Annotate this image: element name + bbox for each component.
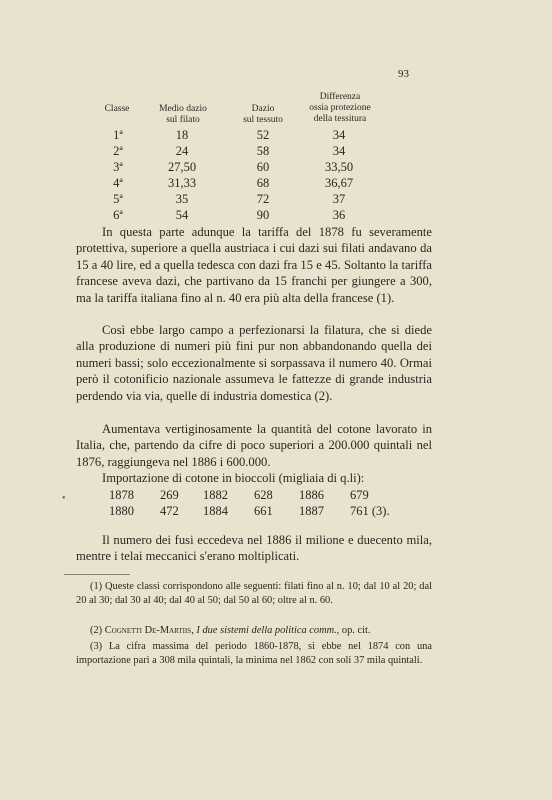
paragraph: Il numero dei fusi eccedeva nel 1886 il milione e duecento mila, mentre i telai meccanici s'erano moltiplicati.	[76, 533, 432, 564]
footnote	[76, 624, 432, 638]
cell-dazio: 52	[256, 128, 270, 142]
cell-classe: 1ª	[113, 128, 123, 142]
paragraph: In questa parte adunque la tariffa del 1878 fu severamente protettiva, superiore a quella austriaca i cui dazi sui filati andavano da 15 a 40 lire, ed a quella tedesca con dazi fra 15 e 45. Soltanto la tariffa francese aveva dazi, che partivano da 15 franchi per giungere a 300, ma la tariffa italiana fino al n. 40 era più alta della francese (1).	[76, 225, 432, 305]
year-cell: 1886	[299, 488, 324, 502]
paragraph: Aumentava vertiginosamente la quantità del cotone lavorato in Italia, che, partendo da cifre di poco superiori a 200.000 quintali nel 1876, raggiungeva nel 1886 i 600.000.	[76, 422, 432, 469]
cell-dazio: 72	[256, 192, 270, 206]
header-sul-filato: sul filato	[166, 115, 200, 125]
value-cell: 679	[350, 488, 369, 502]
footnote: (3) La cifra massima del periodo 1860-1878, si ebbe nel 1874 con una importazione pari a 308 mila quintali, la minima nel 1862 con soli 37 mila quintali.	[76, 641, 432, 667]
cell-medio-dazio: 35	[175, 192, 189, 206]
year-cell: 1880	[109, 504, 134, 518]
year-cell: 1887	[299, 504, 324, 518]
value-cell: 472	[160, 504, 179, 518]
header-differenza: Differenza	[319, 92, 361, 102]
cell-differenza: 37	[332, 192, 346, 206]
value-cell: 628	[254, 488, 273, 502]
cell-classe: 4ª	[113, 176, 123, 190]
footnote-title: I due sistemi della politica comm.,	[196, 625, 340, 636]
cell-differenza: 34	[332, 144, 346, 158]
cell-medio-dazio: 54	[175, 208, 189, 222]
stray-mark: •	[62, 493, 66, 504]
cell-differenza: 36	[332, 208, 346, 222]
footnote-rule	[64, 574, 130, 575]
footnote: (1) Queste classi corrispondono alle seguenti: filati fino al n. 10; dal 10 al 20; dal 20 al 30; dal 30 al 40; dal 40 al 50; dal 50 al 60; oltre al n. 60.	[76, 581, 432, 607]
cell-classe: 3ª	[113, 160, 123, 174]
cell-classe: 6ª	[113, 208, 123, 222]
cell-dazio: 58	[256, 144, 270, 158]
paragraph: Importazione di cotone in bioccoli (migliaia di q.li):	[102, 471, 365, 485]
year-cell: 1884	[203, 504, 228, 518]
header-ossia-protezione: ossia protezione	[309, 103, 371, 113]
header-dazio: Dazio	[251, 104, 275, 114]
header-sul-tessuto: sul tessuto	[243, 115, 283, 125]
cell-classe: 5ª	[113, 192, 123, 206]
cell-medio-dazio: 27,50	[167, 160, 197, 174]
header-della-tessitura: della tessitura	[313, 114, 367, 124]
cell-medio-dazio: 31,33	[167, 176, 197, 190]
value-cell: 661	[254, 504, 273, 518]
cell-medio-dazio: 24	[175, 144, 189, 158]
cell-medio-dazio: 18	[175, 128, 189, 142]
header-classe: Classe	[104, 104, 130, 114]
cell-differenza: 36,67	[324, 176, 354, 190]
page-number: 93	[398, 68, 409, 80]
year-cell: 1882	[203, 488, 228, 502]
footnote-rest: op. cit.	[341, 625, 371, 636]
value-cell: 761 (3).	[350, 504, 390, 518]
header-medio-dazio: Medio dazio	[159, 104, 207, 114]
cell-differenza: 34	[332, 128, 346, 142]
footnote-author: Cognetti De-Martiis,	[104, 625, 194, 636]
cell-dazio: 90	[256, 208, 270, 222]
footnote-number: (2)	[90, 625, 103, 636]
cell-dazio: 60	[256, 160, 270, 174]
paragraph: Così ebbe largo campo a perfezionarsi la filatura, che si diede alla produzione di numeri più fini pur non abbandonando quella dei numeri bassi; solo eccezionalmente si sorpassava il numero 40. Ormai però il cotonificio nazionale assumeva le fattezze di grande industria perdendo via via, quelle di industria domestica (2).	[76, 323, 432, 403]
cell-classe: 2ª	[113, 144, 123, 158]
value-cell: 269	[160, 488, 179, 502]
cell-differenza: 33,50	[324, 160, 354, 174]
cell-dazio: 68	[256, 176, 270, 190]
year-cell: 1878	[109, 488, 134, 502]
